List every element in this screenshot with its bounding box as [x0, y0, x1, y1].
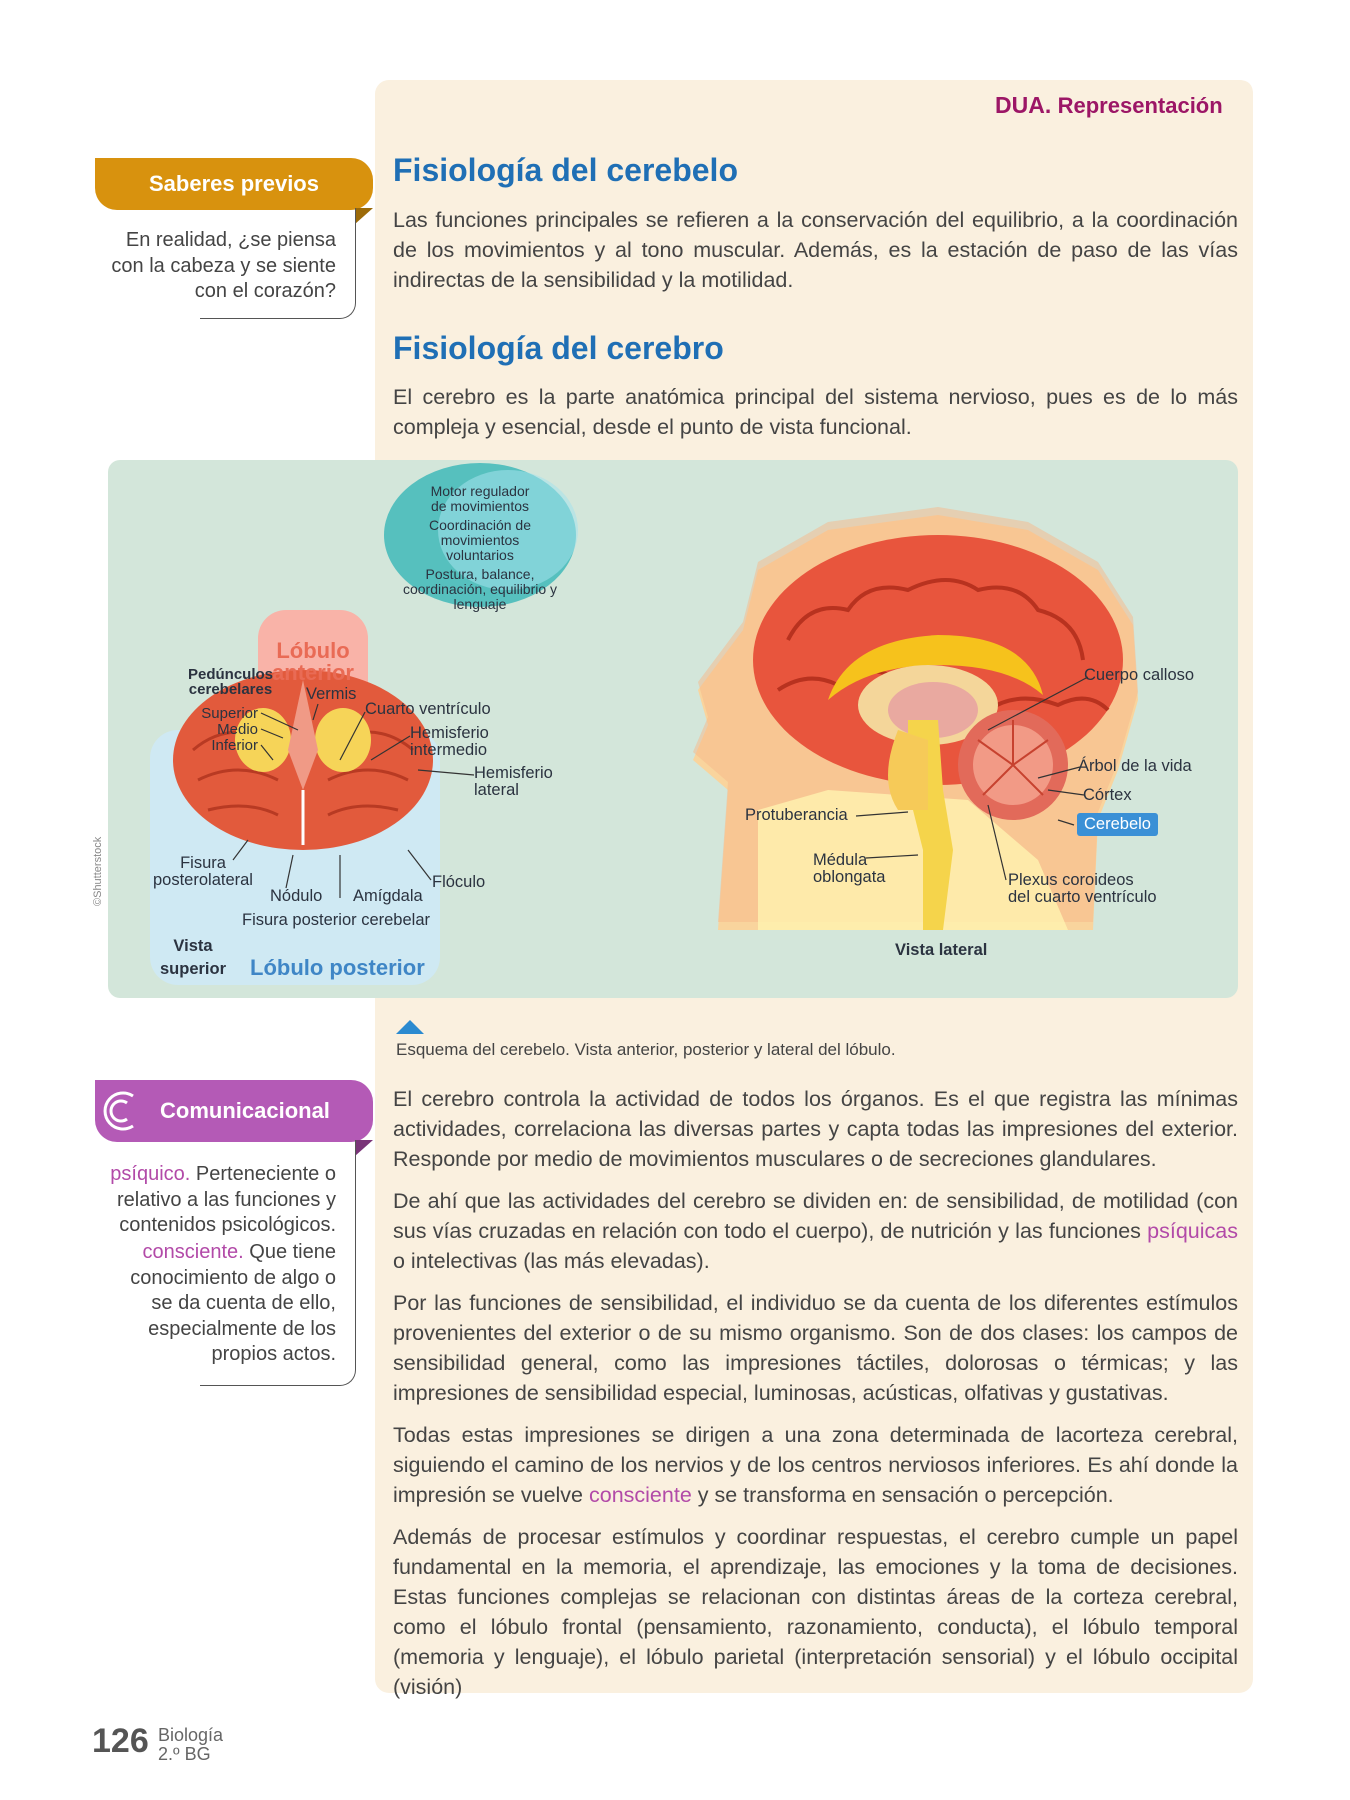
cuarto-ventriculo-label: Cuarto ventrículo — [365, 700, 491, 718]
pedunculos-label: Pedúnculos cerebelares — [188, 666, 274, 698]
section-body-cerebro: El cerebro es la parte anatómica principal del sistema nervioso, pues es de lo más compleja y esencial, desde el punto de vista funcional. — [393, 385, 1238, 439]
paragraph-5: Además de procesar estímulos y coordinar respuestas, el cerebro cumple un papel fundamental en la memoria, el aprendizaje, las emociones y la toma de decisiones. Estas funciones complejas se relacionan con distintas áreas de la corteza cerebral, como el lóbulo frontal (pensamiento, razonamiento, conducta), el lóbulo temporal (memoria y lenguaje), el lóbulo parietal (interpretación sensorial) y el lóbulo occipital (visión) — [393, 1525, 1238, 1699]
saberes-tab-fold — [355, 208, 373, 224]
floculo-label: Flóculo — [432, 873, 486, 891]
section-title-cerebelo: Fisiología del cerebelo — [393, 152, 738, 188]
footer-subject: Biología — [158, 1725, 224, 1745]
protuberancia-label: Protuberancia — [745, 806, 848, 824]
paragraph-2: De ahí que las actividades del cerebro se dividen en: de sensibilidad, de motilidad (con sus vías cruzadas en relación con todo el cuerpo), de nutrición y las funciones psíquicas o intelectivas (las más elevadas). — [393, 1189, 1238, 1273]
glossary-consciente: consciente. Que tiene conocimiento de algo o se da cuenta de ello, especialmente de los propios actos. — [130, 1241, 336, 1365]
vermis-label: Vermis — [306, 685, 357, 703]
inferior-label: Inferior — [211, 737, 258, 754]
fisura-posterolateral-label: Fisura posterolateral — [153, 854, 253, 889]
dua-label: DUA. Representación — [995, 92, 1223, 118]
arbol-vida-label: Árbol de la vida — [1078, 757, 1192, 775]
saberes-previos-title: Saberes previos — [149, 171, 319, 196]
paragraph-1: El cerebro controla la actividad de todos los órganos. Es el que registra las mínimas actividades, correlaciona las diversas partes y capta todas las impresiones del exterior. Responde por medio de movimientos musculares o de secreciones glandulares. — [393, 1087, 1238, 1171]
term-psiquicas: psíquicas — [1147, 1219, 1238, 1243]
cortex-label: Córtex — [1083, 786, 1132, 804]
diagram-caption: Esquema del cerebelo. Vista anterior, posterior y lateral del lóbulo. — [396, 1040, 896, 1059]
vista-lateral-label: Vista lateral — [895, 941, 988, 959]
plexus-label: Plexus coroideos del cuarto ventrículo — [1008, 871, 1157, 906]
medio-label: Medio — [217, 721, 258, 738]
section-body-cerebelo: Las funciones principales se refieren a la conservación del equilibrio, a la coordinación de los movimientos y al tono muscular. Además, es la estación de paso de las vías indirectas de la sensibilidad y la motilidad. — [393, 208, 1238, 292]
page-number: 126 — [92, 1722, 149, 1760]
cerebelo-label: Cerebelo — [1077, 813, 1158, 836]
hemisferio-lateral-label: Hemisferio lateral — [474, 764, 553, 799]
vista-superior-label: Vista superior — [159, 937, 227, 978]
lobulo-anterior-label: Lóbulo anterior — [272, 638, 354, 685]
paragraph-3: Por las funciones de sensibilidad, el individuo se da cuenta de los diferentes estímulos provenientes del exterior o de su mismo organismo. Son de dos clases: los campos de sensibilidad general, como las impresiones táctiles, dolorosas o térmicas; y las impresiones de sensibilidad especial, luminosas, acústicas, olfativas y gustativas. — [393, 1291, 1238, 1405]
superior-label: Superior — [201, 705, 258, 722]
hemisferio-intermedio-label: Hemisferio intermedio — [410, 724, 489, 759]
caption-triangle-icon — [396, 1020, 424, 1034]
term-consciente: consciente — [588, 1483, 692, 1507]
saberes-previos-text: En realidad, ¿se piensa con la cabeza y se siente con el corazón? — [111, 229, 336, 302]
amigdala-label: Amígdala — [353, 887, 423, 905]
fisura-posterior-label: Fisura posterior cerebelar — [242, 911, 430, 929]
brain-diagram — [108, 460, 1238, 998]
communication-icon — [97, 1088, 143, 1134]
lobulo-posterior-label: Lóbulo posterior — [250, 955, 425, 980]
cuerpo-calloso-label: Cuerpo calloso — [1084, 666, 1195, 684]
comunicacional-tab — [95, 1080, 373, 1142]
nodulo-label: Nódulo — [270, 887, 323, 905]
bubble-text: Motor regulador de movimientos Coordinación de movimientos voluntarios Postura, balance, coordinación, equilibrio y lenguaje — [402, 483, 558, 612]
comunicacional-tab-fold — [355, 1140, 373, 1156]
comunicacional-title: Comunicacional — [160, 1098, 330, 1123]
footer-grade: 2.º BG — [158, 1744, 211, 1764]
image-credit: ©Shutterstock — [92, 836, 104, 906]
paragraph-4: Todas estas impresiones se dirigen a una zona determinada de lacorteza cerebral, siguiendo el camino de los nervios y de los centros nerviosos inferiores. Es ahí donde la impresión se vuelve consciente y se transforma en sensación o percepción. — [393, 1423, 1238, 1507]
saberes-previos-tab — [95, 158, 373, 210]
medula-label: Médula oblongata — [813, 851, 886, 886]
section-title-cerebro: Fisiología del cerebro — [393, 330, 724, 366]
glossary-psiquico: psíquico. Perteneciente o relativo a las funciones y contenidos psicológicos. — [110, 1163, 336, 1236]
